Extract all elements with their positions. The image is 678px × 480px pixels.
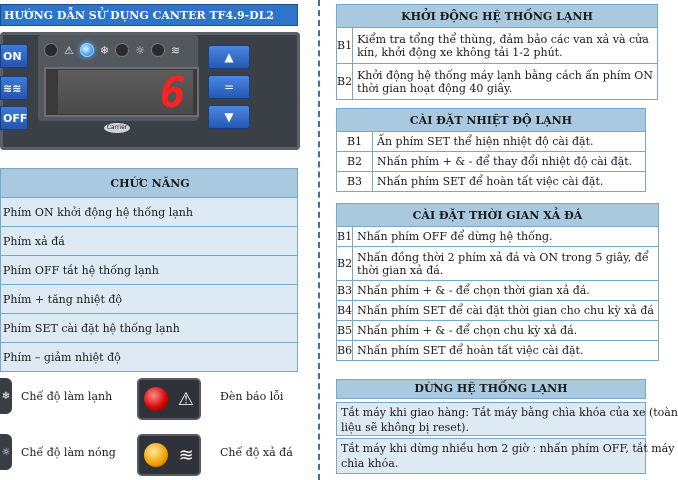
function-table	[0, 168, 298, 372]
red-led-icon	[144, 387, 168, 411]
step-text: Nhấn phím SET để cài đặt thời gian cho chu kỳ xả đá	[353, 301, 659, 321]
snowflake-icon: ❄	[99, 43, 110, 57]
column-divider	[318, 0, 320, 480]
step-code: B6	[337, 341, 353, 361]
step-text: Nhấn phím + & - để chọn chu kỳ xả đá.	[353, 321, 659, 341]
defrost-title: CÀI ĐẶT THỜI GIAN XẢ ĐÁ	[337, 204, 659, 227]
on-button[interactable]: ON	[0, 44, 28, 68]
sun-icon: ☼	[135, 43, 145, 57]
step-text-line: Khởi động hệ thống máy lạnh bằng cách ấn phím ON	[357, 68, 653, 82]
indicator-led	[44, 43, 58, 57]
set-button[interactable]: =	[208, 75, 250, 99]
legend-cool-label: Chế độ làm lạnh	[21, 390, 113, 403]
legend-error-label: Đèn báo lỗi	[220, 390, 284, 403]
sun-icon: ☼	[0, 434, 12, 470]
temperature-digit: 6	[160, 68, 186, 117]
step-text-line: thời gian xả đá.	[357, 263, 444, 277]
left-title: HƯỚNG DẪN SỬ DỤNG CANTER TF4.9-DL2	[0, 4, 298, 26]
off-button[interactable]: OFF	[0, 106, 28, 130]
startup-section	[336, 4, 658, 100]
warning-icon: ⚠	[177, 388, 195, 410]
function-row: Phím ON khởi động hệ thống lạnh	[1, 198, 298, 227]
step-text-line: Nhấn đồng thời 2 phím xả đá và ON trong 5 giây, để	[357, 250, 649, 264]
warning-icon: ⚠	[64, 43, 74, 57]
legend-heat-label: Chế độ làm nóng	[21, 446, 116, 459]
stop-note-line: liệu sẽ không bị reset).	[341, 421, 469, 434]
orange-led-icon	[144, 443, 168, 467]
function-row: Phím OFF tắt hệ thống lạnh	[1, 256, 298, 285]
defrost-button[interactable]: ≋≋	[0, 76, 28, 100]
stop-note-delivery	[336, 402, 678, 436]
function-row: Phím xả đá	[1, 227, 298, 256]
stop-note-long	[336, 438, 675, 474]
step-text: Ấn phím SET thể hiện nhiệt độ cài đặt.	[373, 132, 646, 152]
temperature-section	[336, 108, 646, 192]
step-text: Nhấn phím + & - để thay đổi nhiệt độ cài đặt.	[373, 152, 646, 172]
function-table-header: CHỨC NĂNG	[1, 169, 298, 198]
step-text-line: thời gian hoạt động 40 giây.	[357, 81, 513, 95]
stop-note-line: Tắt máy khi giao hàng: Tắt máy bằng chìa khóa của xe (toàn	[341, 406, 678, 419]
active-indicator-led	[80, 43, 94, 57]
step-text: Nhấn phím + & - để chọn thời gian xả đá.	[353, 281, 659, 301]
step-text-line: Kiểm tra tổng thể thùng, đảm bảo các van xả và cửa	[357, 32, 649, 46]
step-code: B1	[337, 132, 373, 152]
defrost-indicator-image	[137, 434, 201, 476]
function-row: Phím SET cài đặt hệ thống lạnh	[1, 314, 298, 343]
stop-note-line: chìa khóa.	[341, 457, 399, 470]
indicator-row	[44, 40, 180, 60]
plus-button[interactable]: ▲	[208, 45, 250, 69]
heat-waves-icon: ≋	[178, 444, 194, 466]
step-text: Nhấn phím OFF để dừng hệ thống.	[353, 227, 659, 247]
function-row: Phím + tăng nhiệt độ	[1, 285, 298, 314]
defrost-section	[336, 203, 659, 361]
indicator-led	[151, 43, 165, 57]
step-code: B2	[337, 64, 353, 100]
snowflake-icon: ❄	[0, 378, 12, 414]
indicator-led	[115, 43, 129, 57]
temperature-title: CÀI ĐẶT NHIỆT ĐỘ LẠNH	[337, 109, 646, 132]
step-code: B3	[337, 281, 353, 301]
step-text	[353, 64, 658, 100]
step-code: B3	[337, 172, 373, 192]
minus-button[interactable]: ▼	[208, 105, 250, 129]
heat-waves-icon: ≋	[170, 43, 181, 57]
stop-title: DỪNG HỆ THỐNG LẠNH	[336, 379, 646, 399]
step-code: B1	[337, 28, 353, 64]
stop-note-line: Tắt máy khi dừng nhiều hơn 2 giờ : nhấn phím OFF, tắt máy	[341, 442, 675, 455]
step-code: B2	[337, 247, 353, 281]
function-row: Phím – giảm nhiệt độ	[1, 343, 298, 372]
legend-defrost-label: Chế độ xả đá	[220, 446, 293, 459]
step-text-line: kín, khởi động xe không tải 1-2 phút.	[357, 45, 563, 59]
step-code: B5	[337, 321, 353, 341]
brand-logo: Carrier	[104, 123, 130, 133]
step-code: B2	[337, 152, 373, 172]
step-text: Nhấn phím SET để hoàn tất việc cài đặt.	[353, 341, 659, 361]
startup-title: KHỞI ĐỘNG HỆ THỐNG LẠNH	[337, 5, 658, 28]
error-indicator-image	[137, 378, 201, 420]
step-code: B1	[337, 227, 353, 247]
step-code: B4	[337, 301, 353, 321]
step-text	[353, 28, 658, 64]
step-text	[353, 247, 659, 281]
step-text: Nhấn phím SET để hoàn tất việc cài đặt.	[373, 172, 646, 192]
